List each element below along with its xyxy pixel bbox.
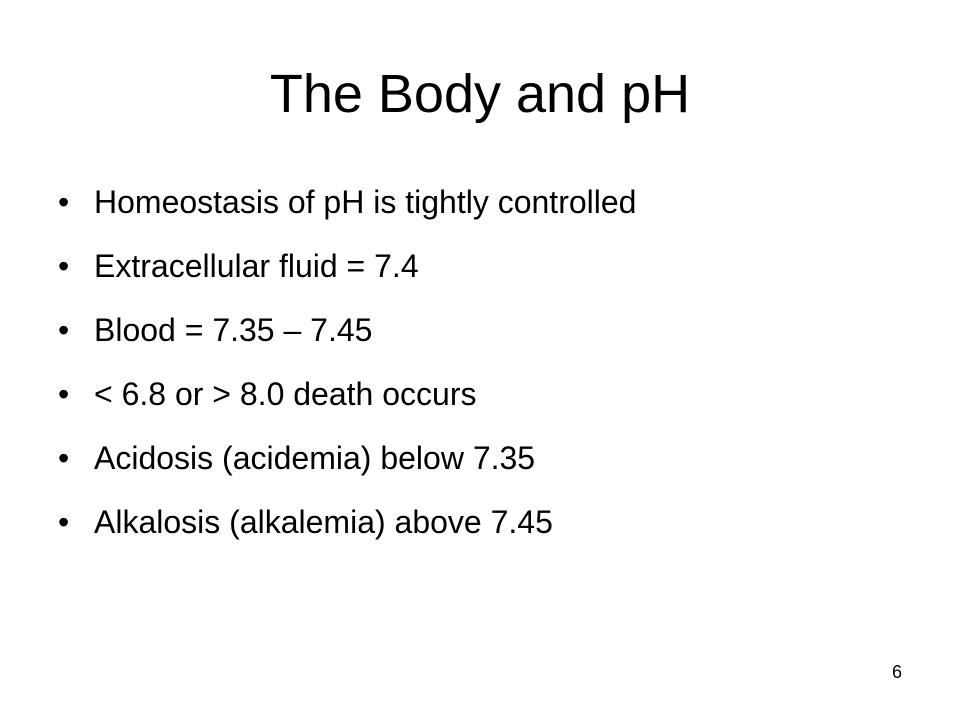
- bullet-text: Extracellular fluid = 7.4: [94, 248, 419, 284]
- slide-number: 6: [891, 662, 902, 682]
- bullet-icon: •: [58, 440, 70, 476]
- bullet-text: Homeostasis of pH is tightly controlled: [94, 184, 637, 220]
- bullet-item: [58, 490, 636, 554]
- bullet-item: [58, 426, 636, 490]
- bullet-item: [58, 362, 636, 426]
- bullet-item: [58, 298, 636, 362]
- bullet-text: Alkalosis (alkalemia) above 7.45: [94, 504, 553, 540]
- bullet-list: [58, 170, 636, 554]
- bullet-icon: •: [58, 504, 70, 540]
- bullet-text: Acidosis (acidemia) below 7.35: [94, 440, 536, 476]
- bullet-item: [58, 170, 636, 234]
- bullet-icon: •: [58, 312, 70, 348]
- bullet-icon: •: [58, 248, 70, 284]
- slide-title: The Body and pH: [269, 64, 691, 124]
- bullet-item: [58, 234, 636, 298]
- bullet-icon: •: [58, 376, 70, 412]
- bullet-icon: •: [58, 184, 70, 220]
- bullet-text: Blood = 7.35 – 7.45: [94, 312, 373, 348]
- bullet-text: < 6.8 or > 8.0 death occurs: [94, 376, 477, 412]
